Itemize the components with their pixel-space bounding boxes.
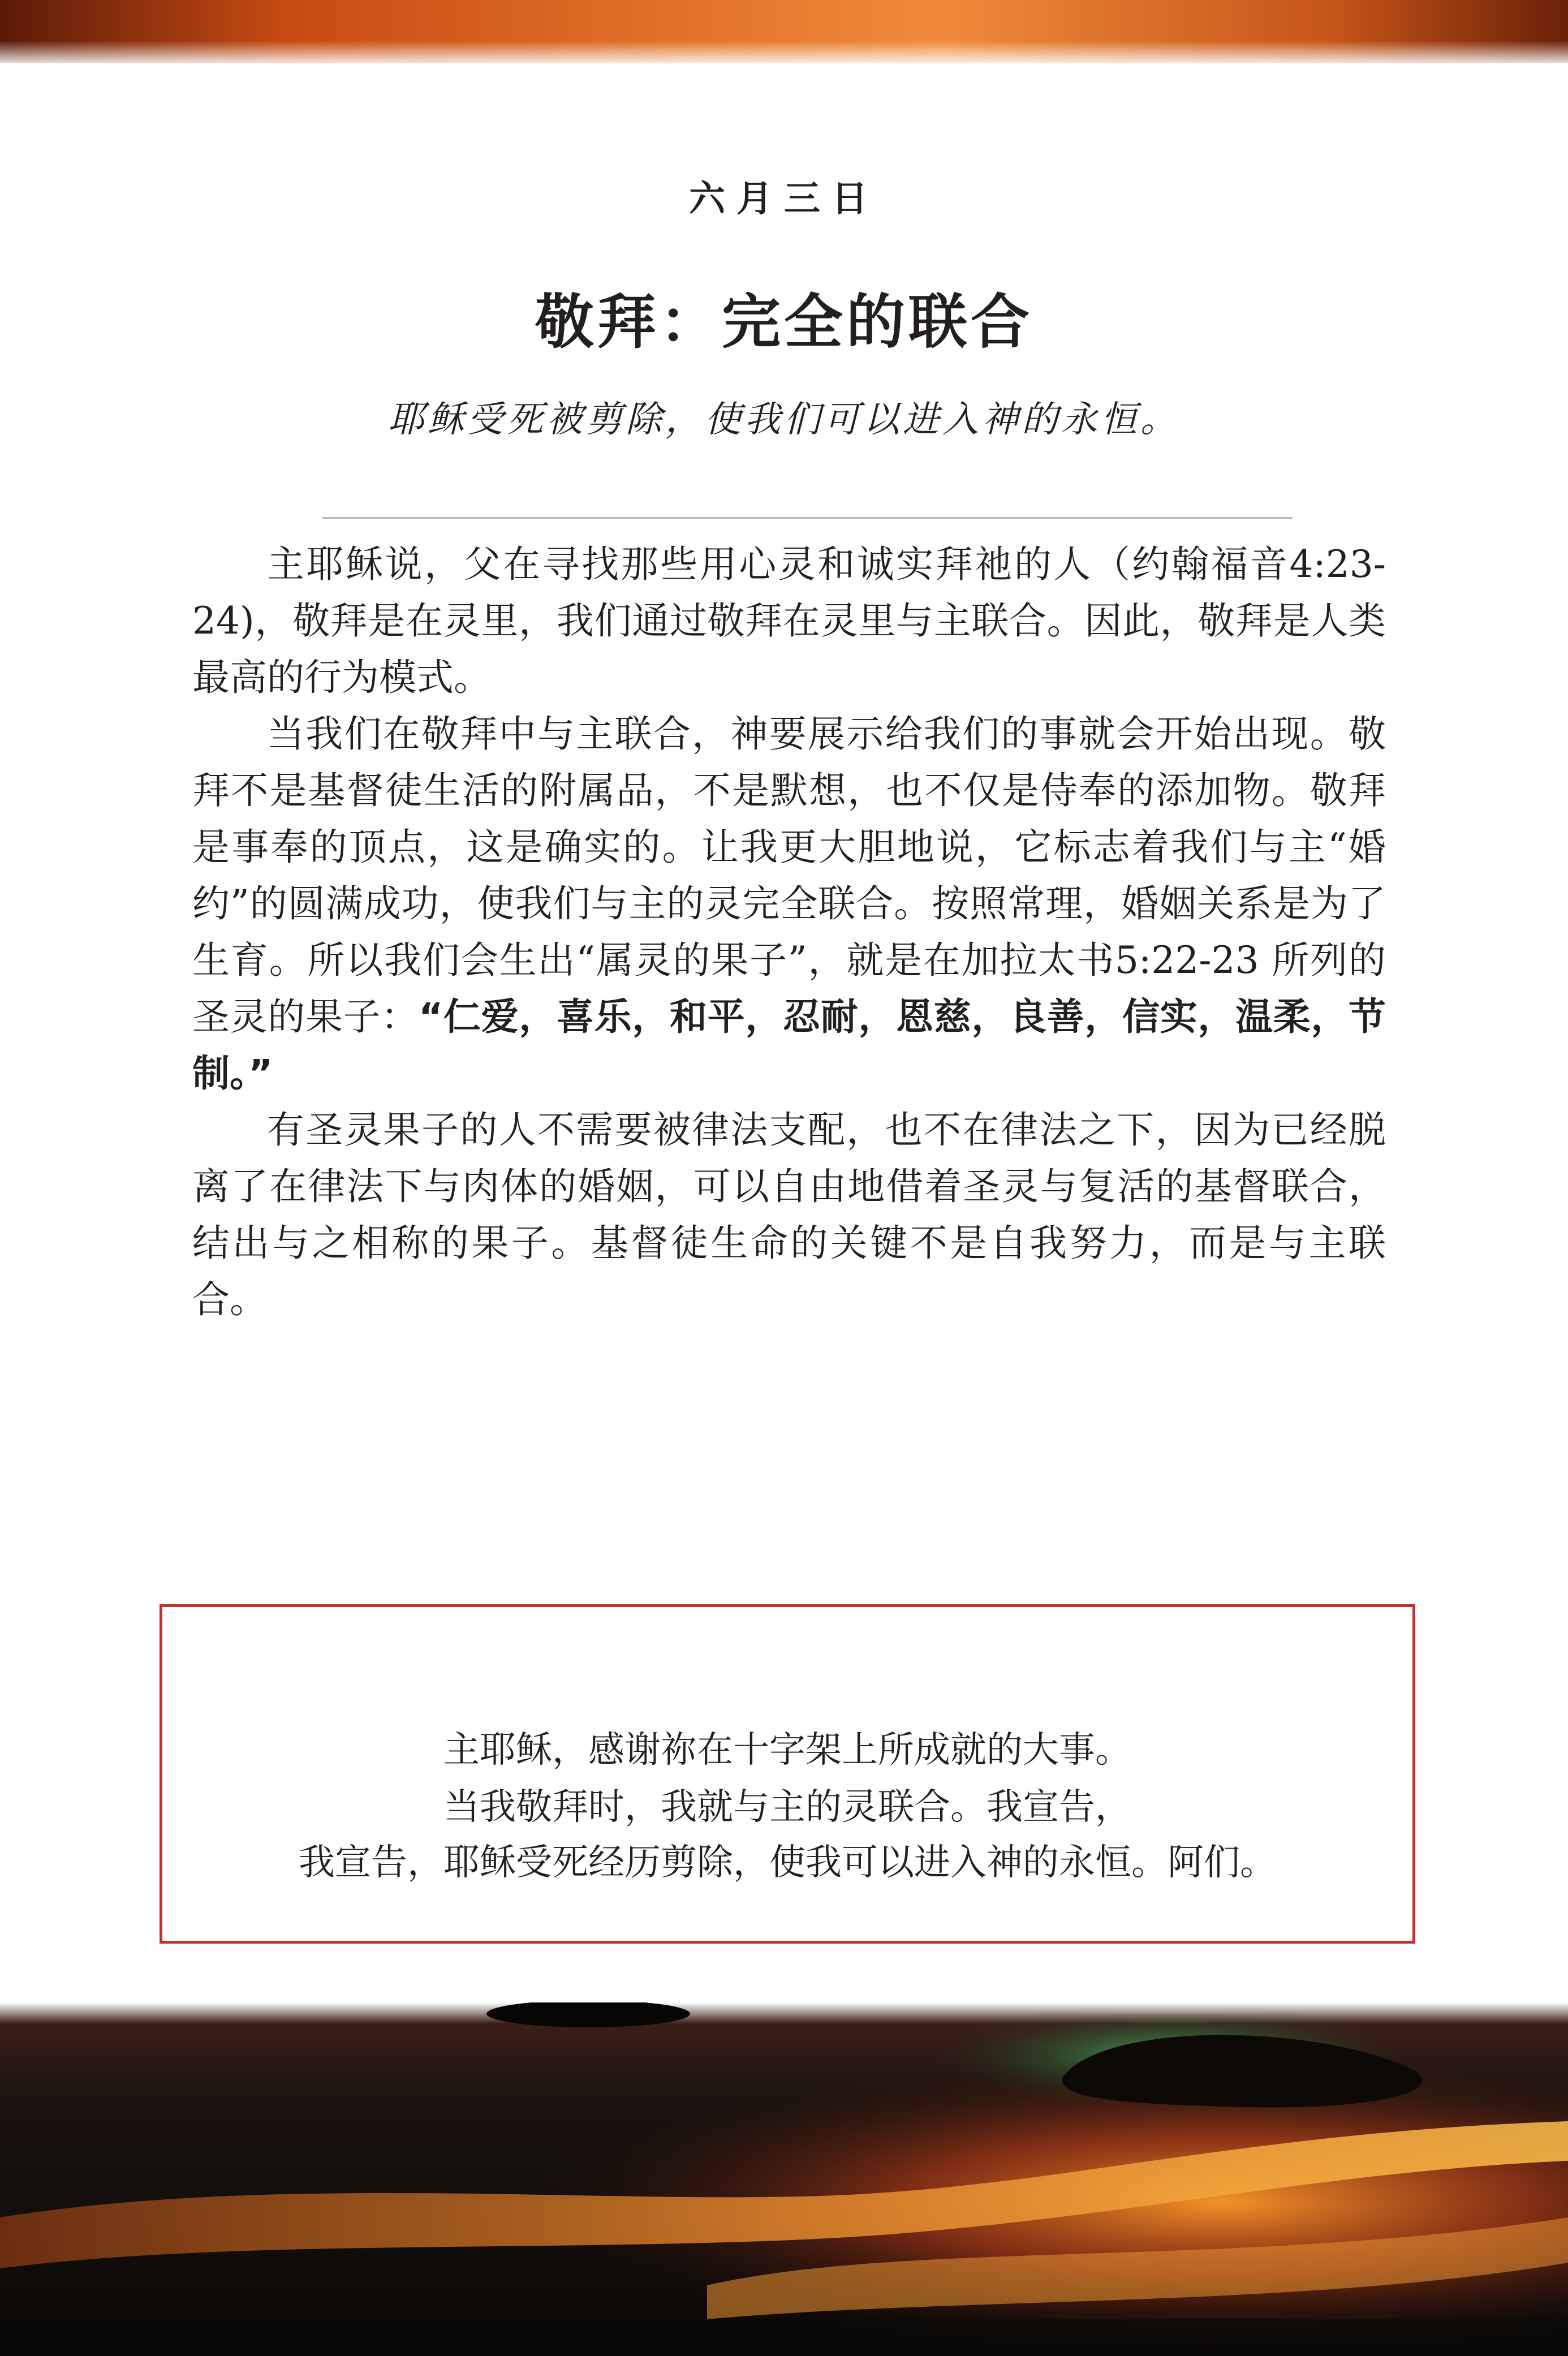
page-subtitle: 耶稣受死被剪除，使我们可以进入神的永恒。: [388, 399, 1180, 441]
prayer-line-1: 主耶稣，感谢祢在十字架上所成就的大事。: [443, 1729, 1131, 1771]
prayer-box: [160, 1604, 1415, 1944]
fruits-of-spirit: “仁爱，喜乐，和平，忍耐，恩慈，良善，信实，温柔，节制。”: [192, 995, 1386, 1095]
divider: [322, 517, 1293, 519]
prayer-line-2: 当我敬拜时，我就与主的灵联合。我宣告，: [443, 1786, 1131, 1828]
paragraph-2-text: 当我们在敬拜中与主联合，神要展示给我们的事就会开始出现。敬拜不是基督徒生活的附属品，不是默想，也不仅是侍奉的添加物。敬拜是事奉的顶点，这是确实的。让我更大胆地说，它标志着我们与主“婚约”的圆满成功，使我们与主的灵完全联合。按照常理，婚姻关系是为了生育。所以我们会生出“属灵的果子”，就是在加拉太书5:22-23 所列的圣灵的果子：: [192, 712, 1386, 1039]
sunset-landscape-image: [0, 2002, 1568, 2356]
paragraph-1: 主耶稣说，父在寻找那些用心灵和诚实拜祂的人（约翰福音4:23-24)，敬拜是在灵里，我们通过敬拜在灵里与主联合。因此，敬拜是人类最高的行为模式。: [192, 542, 1386, 699]
page-date: 六月三日: [689, 178, 879, 220]
top-decorative-band: [0, 0, 1568, 63]
paragraph-3: 有圣灵果子的人不需要被律法支配，也不在律法之下，因为已经脱离了在律法下与肉体的婚姻，可以自由地借着圣灵与复活的基督联合，结出与之相称的果子。基督徒生命的关键不是自我努力，而是与主联合。: [192, 1108, 1386, 1321]
prayer-line-3: 我宣告，耶稣受死经历剪除，使我可以进入神的永恒。阿们。: [299, 1842, 1276, 1884]
devotional-body: [192, 536, 1386, 1328]
paragraph-2: [192, 706, 1386, 1102]
page-title: 敬拜：完全的联合: [535, 287, 1033, 356]
